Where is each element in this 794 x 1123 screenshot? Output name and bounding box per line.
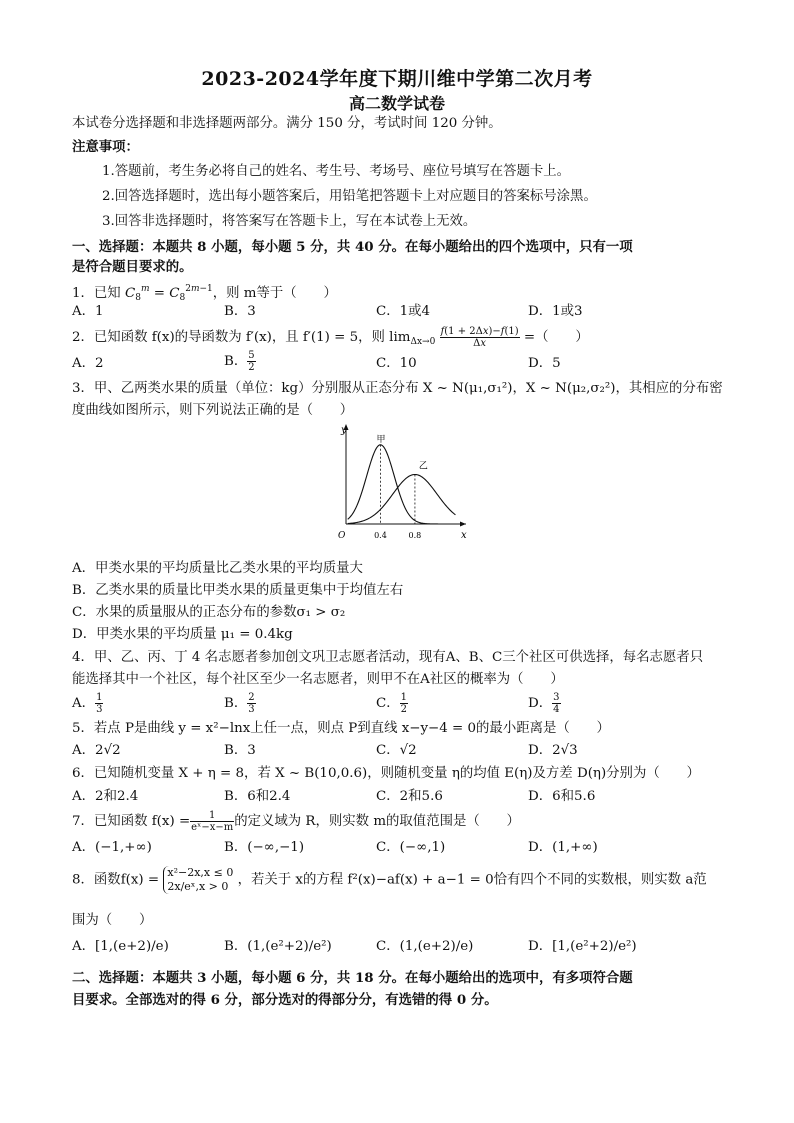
notice-heading: 注意事项：: [72, 139, 139, 155]
notice-item: 1.答题前，考生务必将自己的姓名、考生号、考场号、座位号填写在答题卡上。: [102, 164, 571, 179]
x-tick-label: 0.4: [374, 531, 387, 540]
q7-option-c: C．(−∞,1): [376, 840, 446, 855]
q6-option-d: D．6和5.6: [528, 789, 596, 804]
q8-option-d: D．[1,(e²+2)/e²): [528, 939, 637, 954]
q2-prefix: 2．已知函数 f(x)的导函数为 f′(x)，且 f′(1) = 5，则 lim: [72, 330, 411, 345]
series-label-jia: 甲: [376, 434, 386, 445]
q7-option-a: A．(−1,+∞): [72, 840, 152, 855]
question-1: 1．已知 $C_8^m = C_8^{2m-1}$，则 m等于（ ）: [72, 284, 337, 303]
q4-option-d: D． $\frac{3}{4}$: [528, 692, 560, 715]
section2-heading: 二、选择题：本题共 3 小题，每小题 6 分，共 18 分。在每小题给出的选项中，有多项符合题: [72, 970, 633, 986]
q6-option-b: B．6和2.4: [224, 789, 291, 804]
piecewise-function: x²−2x,x ≤ 0 2x/eˣ,x > 0: [163, 866, 233, 894]
q1-option-c: C．1或4: [376, 304, 431, 319]
intro-text: 本试卷分选择题和非选择题两部分。满分 150 分，考试时间 120 分钟。: [72, 116, 502, 131]
x-axis-label: x: [461, 530, 467, 541]
exam-title: 2023-2024学年度下期川维中学第二次月考: [201, 68, 593, 90]
notice-item: 2.回答选择题时，选出每小题答案后，用铅笔把答题卡上对应题目的答案标号涂黑。: [102, 189, 597, 204]
x-tick-label: 0.8: [408, 531, 422, 540]
question-3-cont: 度曲线如图所示，则下列说法正确的是（ ）: [72, 403, 354, 418]
curve-jia: [348, 445, 456, 524]
q1-prefix: 1．已知: [72, 286, 125, 301]
section2-heading-cont: 目要求。全部选对的得 6 分，部分选对的得部分分，有选错的得 0 分。: [72, 992, 498, 1008]
q8-option-b: B．(1,(e²+2)/e²): [224, 939, 332, 954]
q6-option-c: C．2和5.6: [376, 789, 443, 804]
question-3: 3．甲、乙两类水果的质量（单位：kg）分别服从正态分布 X ~ N(μ₁,σ₁²)，X ~ N(μ₂,σ₂²)，其相应的分布密: [72, 381, 723, 396]
q4-option-b: B． $\frac{2}{3}$: [224, 692, 255, 715]
origin-label: O: [338, 531, 346, 541]
q3-option-d: D．甲类水果的平均质量 μ₁ = 0.4kg: [72, 627, 293, 642]
question-8-cont: 围为（ ）: [72, 913, 153, 928]
q2-option-b: B． $\frac{5}{2}$: [224, 350, 255, 373]
normal-distribution-chart: [318, 420, 470, 546]
question-6: 6．已知随机变量 X + η = 8，若 X ~ B(10,0.6)，则随机变量 η的均值 E(η)及方差 D(η)分别为（ ）: [72, 766, 700, 781]
q8-option-c: C．(1,(e+2)/e): [376, 939, 474, 954]
q2-fraction: $\frac{f(1 + 2\Delta x)-f(1)}{\Delta x}$: [440, 326, 519, 349]
q1-option-a: A．1: [72, 304, 104, 319]
q8-option-a: A．[1,(e+2)/e): [72, 939, 169, 954]
q7-option-d: D．(1,+∞): [528, 840, 598, 855]
question-4: 4．甲、乙、丙、丁 4 名志愿者参加创文巩卫志愿者活动，现有A、B、C三个社区可供选择，每名志愿者只: [72, 650, 704, 665]
q5-option-d: D．2√3: [528, 743, 578, 758]
q5-option-b: B．3: [224, 743, 256, 758]
q2-option-a: A．2: [72, 356, 104, 371]
q3-option-b: B．乙类水果的质量比甲类水果的质量更集中于均值左右: [72, 583, 404, 598]
y-axis-label: y: [341, 425, 347, 436]
question-4-cont: 能选择其中一个社区，每个社区至少一名志愿者，则甲不在A社区的概率为（ ）: [72, 672, 564, 687]
q1-option-b: B．3: [224, 304, 256, 319]
q7-option-b: B．(−∞,−1): [224, 840, 305, 855]
q1-option-d: D．1或3: [528, 304, 583, 319]
q4-option-a: A． $\frac{1}{3}$: [72, 692, 103, 715]
question-2: 2．已知函数 f(x)的导函数为 f′(x)，且 f′(1) = 5，则 $\lim_{\Delta x\to 0}$ $\frac{f(1 + 2\Delta x)-f(1)}{\Delta x}$ =（ ）: [72, 326, 589, 349]
section1-heading: 一、选择题：本题共 8 小题，每小题 5 分，共 40 分。在每小题给出的四个选项中，只有一项: [72, 239, 633, 255]
section1-heading-cont: 是符合题目要求的。: [72, 259, 193, 275]
question-5: 5．若点 P是曲线 y = x²−lnx上任一点，则点 P到直线 x−y−4 = 0的最小距离是（ ）: [72, 721, 610, 736]
q2-option-c: C．10: [376, 356, 417, 371]
q3-option-c: C．水果的质量服从的正态分布的参数σ₁ > σ₂: [72, 605, 346, 620]
q2-option-d: D．5: [528, 356, 561, 371]
series-label-yi: 乙: [418, 461, 428, 472]
question-7: 7．已知函数 f(x) = $\frac{1}{\text{eˣ−x−m}}$ 的定义域为 R，则实数 m的取值范围是（ ）: [72, 810, 520, 833]
q1-suffix: ，则 m等于（ ）: [212, 286, 337, 301]
q4-option-c: C． $\frac{1}{2}$: [376, 692, 408, 715]
question-8: 8．函数f(x) = x²−2x,x ≤ 0 2x/eˣ,x > 0 ，若关于 x的方程 f²(x)−af(x) + a−1 = 0恰有四个不同的实数根，则实数 a范: [72, 866, 707, 893]
q5-option-c: C．√2: [376, 743, 417, 758]
exam-subtitle: 高二数学试卷: [348, 94, 445, 113]
x-axis-arrow: [460, 522, 466, 527]
q6-option-a: A．2和2.4: [72, 789, 139, 804]
q2-suffix: =（ ）: [523, 330, 589, 345]
notice-item: 3.回答非选择题时，将答案写在答题卡上，写在本试卷上无效。: [102, 214, 477, 229]
q5-option-a: A．2√2: [72, 743, 121, 758]
q3-option-a: A．甲类水果的平均质量比乙类水果的平均质量大: [72, 561, 363, 576]
